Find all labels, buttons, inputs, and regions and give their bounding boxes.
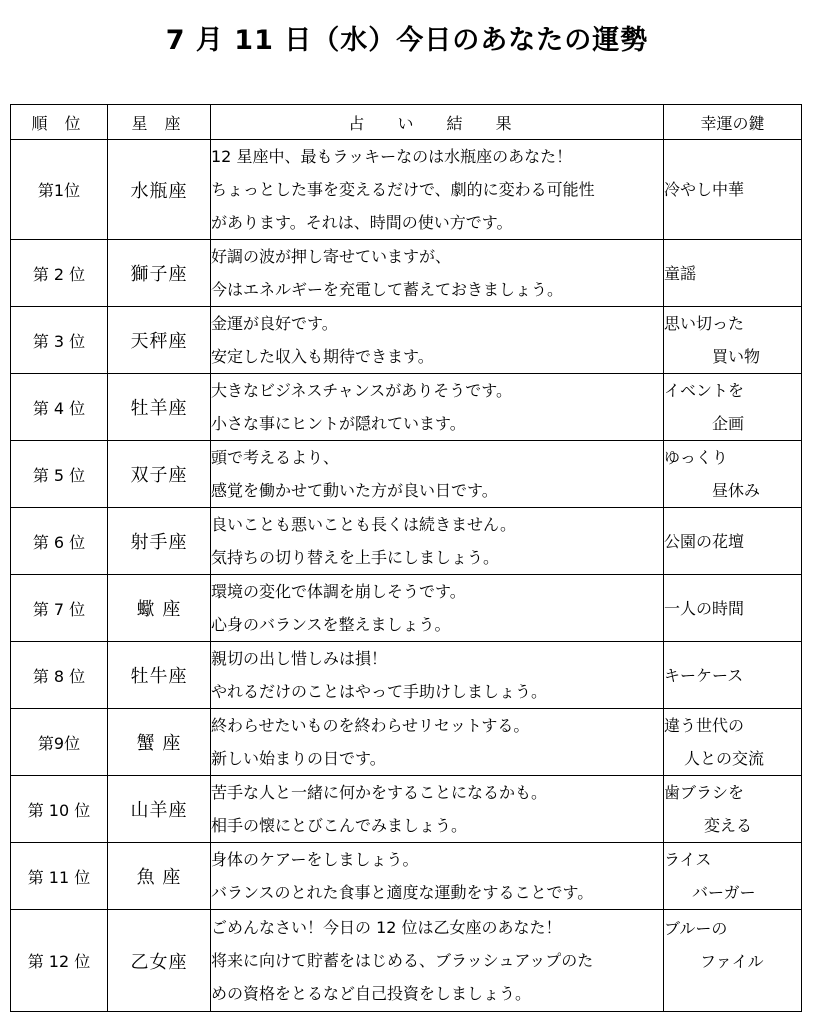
result-line: めの資格をとるなど自己投資をしましょう。 [211,984,532,1003]
table-row [11,575,802,642]
result-line: 環境の変化で体調を崩しそうです。 [211,582,466,601]
rank-cell: 第9位 [11,709,108,776]
table-row [11,240,802,307]
lucky-key-line: 企画 [712,414,745,433]
result-cell [211,776,664,843]
rank-cell: 第 6 位 [11,508,108,575]
result-line: 将来に向けて貯蓄をはじめる、ブラッシュアップのた [211,951,594,970]
table-header-row [11,105,802,140]
lucky-key-cell [664,140,802,240]
lucky-key-cell [664,441,802,508]
result-line: 心身のバランスを整えましょう。 [211,615,451,634]
rank-cell: 第 7 位 [11,575,108,642]
result-cell [211,575,664,642]
rank-cell: 第 2 位 [11,240,108,307]
sign-cell: 乙女座 [108,910,211,1012]
sign-cell: 水瓶座 [108,140,211,240]
sign-cell: 双子座 [108,441,211,508]
result-line: 金運が良好です。 [211,314,338,333]
lucky-key-line: ライス [664,850,712,869]
result-line: 好調の波が押し寄せていますが、 [211,247,452,266]
result-line: 終わらせたいものを終わらせリセットする。 [211,716,530,735]
lucky-key-line: キーケース [664,665,744,685]
lucky-key-line: 一人の時間 [664,598,745,618]
result-cell [211,910,664,1012]
rank-cell: 第 11 位 [11,843,108,910]
result-line: 大きなビジネスチャンスがありそうです。 [211,381,512,400]
sign-cell: 天秤座 [108,307,211,374]
rank-cell: 第 8 位 [11,642,108,709]
rank-cell: 第 10 位 [11,776,108,843]
result-cell [211,508,664,575]
result-cell [211,709,664,776]
lucky-key-cell [664,374,802,441]
result-line: 安定した収入も期待できます。 [211,347,434,366]
rank-cell: 第 3 位 [11,307,108,374]
lucky-key-line: ファイル [700,952,764,971]
table-row [11,307,802,374]
sign-cell: 牡羊座 [108,374,211,441]
result-line: 身体のケアーをしましょう。 [211,850,419,869]
lucky-key-line: 歯ブラシを [664,783,745,802]
table-row [11,140,802,240]
result-line: 良いことも悪いことも長くは続きません。 [211,515,516,534]
result-line: 感覚を働かせて動いた方が良い日です。 [211,481,498,500]
result-line: 頭で考えるより、 [211,448,340,467]
lucky-key-line: 昼休み [712,481,761,500]
lucky-key-line: 童謡 [664,263,697,283]
lucky-key-line: ブルーの [664,919,728,938]
result-line: 新しい始まりの日です。 [211,749,386,768]
sign-cell: 蠍 座 [108,575,211,642]
result-cell [211,140,664,240]
result-cell [211,374,664,441]
table-row [11,374,802,441]
sign-cell: 獅子座 [108,240,211,307]
result-line: 親切の出し惜しみは損！ [211,649,388,668]
table-row [11,776,802,843]
lucky-key-cell [664,910,802,1012]
result-cell [211,240,664,307]
header-sign: 星 座 [108,105,211,140]
lucky-key-cell [664,642,802,709]
sign-cell: 山羊座 [108,776,211,843]
sign-cell: 魚 座 [108,843,211,910]
lucky-key-line: 冷やし中華 [664,180,745,199]
lucky-key-line: バーガー [692,883,756,902]
rank-cell: 第 5 位 [11,441,108,508]
rank-cell: 第 4 位 [11,374,108,441]
header-result: 占 い 結 果 [211,105,664,140]
result-cell [211,441,664,508]
table-row [11,508,802,575]
table-row [11,843,802,910]
lucky-key-cell [664,776,802,843]
result-line: 今はエネルギーを充電して蓄えておきましょう。 [211,280,564,299]
horoscope-table [10,104,802,1012]
result-line: 12 星座中、最もラッキーなのは水瓶座のあなた！ [211,147,573,166]
lucky-key-line: 買い物 [712,347,761,366]
lucky-key-cell [664,240,802,307]
result-line: ごめんなさい！今日の 12 位は乙女座のあなた！ [211,918,562,937]
page-title: 7 月 11 日（水）今日のあなたの運勢 [165,25,649,56]
result-cell [211,307,664,374]
lucky-key-line: 人との交流 [684,749,765,768]
table-row [11,709,802,776]
lucky-key-line: ゆっくり [664,448,728,467]
lucky-key-line: 思い切った [664,314,745,333]
sign-cell: 射手座 [108,508,211,575]
result-line: 気持ちの切り替えを上手にしましょう。 [211,548,500,567]
result-line: 小さな事にヒントが隠れています。 [211,414,466,433]
result-line: 相手の懐にとびこんでみましょう。 [211,816,468,835]
lucky-key-cell [664,508,802,575]
result-line: バランスのとれた食事と適度な運動をすることです。 [211,883,594,902]
table-row [11,642,802,709]
result-line: があります。それは、時間の使い方です。 [211,213,513,232]
lucky-key-cell [664,307,802,374]
result-line: ちょっとした事を変えるだけで、劇的に変わる可能性 [211,180,595,199]
result-cell [211,843,664,910]
result-cell [211,642,664,709]
rank-cell: 第1位 [11,140,108,240]
rank-cell: 第 12 位 [11,910,108,1012]
lucky-key-line: 公園の花壇 [664,531,745,551]
header-lucky-key: 幸運の鍵 [664,105,802,140]
lucky-key-line: 変える [704,816,753,835]
result-line: 苦手な人と一緒に何かをすることになるかも。 [211,783,548,802]
sign-cell: 蟹 座 [108,709,211,776]
lucky-key-cell [664,843,802,910]
lucky-key-line: イベントを [664,381,745,400]
table-row [11,910,802,1012]
lucky-key-line: 違う世代の [664,716,745,735]
table-row [11,441,802,508]
sign-cell: 牡牛座 [108,642,211,709]
lucky-key-cell [664,709,802,776]
result-line: やれるだけのことはやって手助けしましょう。 [211,682,548,701]
header-rank: 順 位 [11,105,108,140]
lucky-key-cell [664,575,802,642]
